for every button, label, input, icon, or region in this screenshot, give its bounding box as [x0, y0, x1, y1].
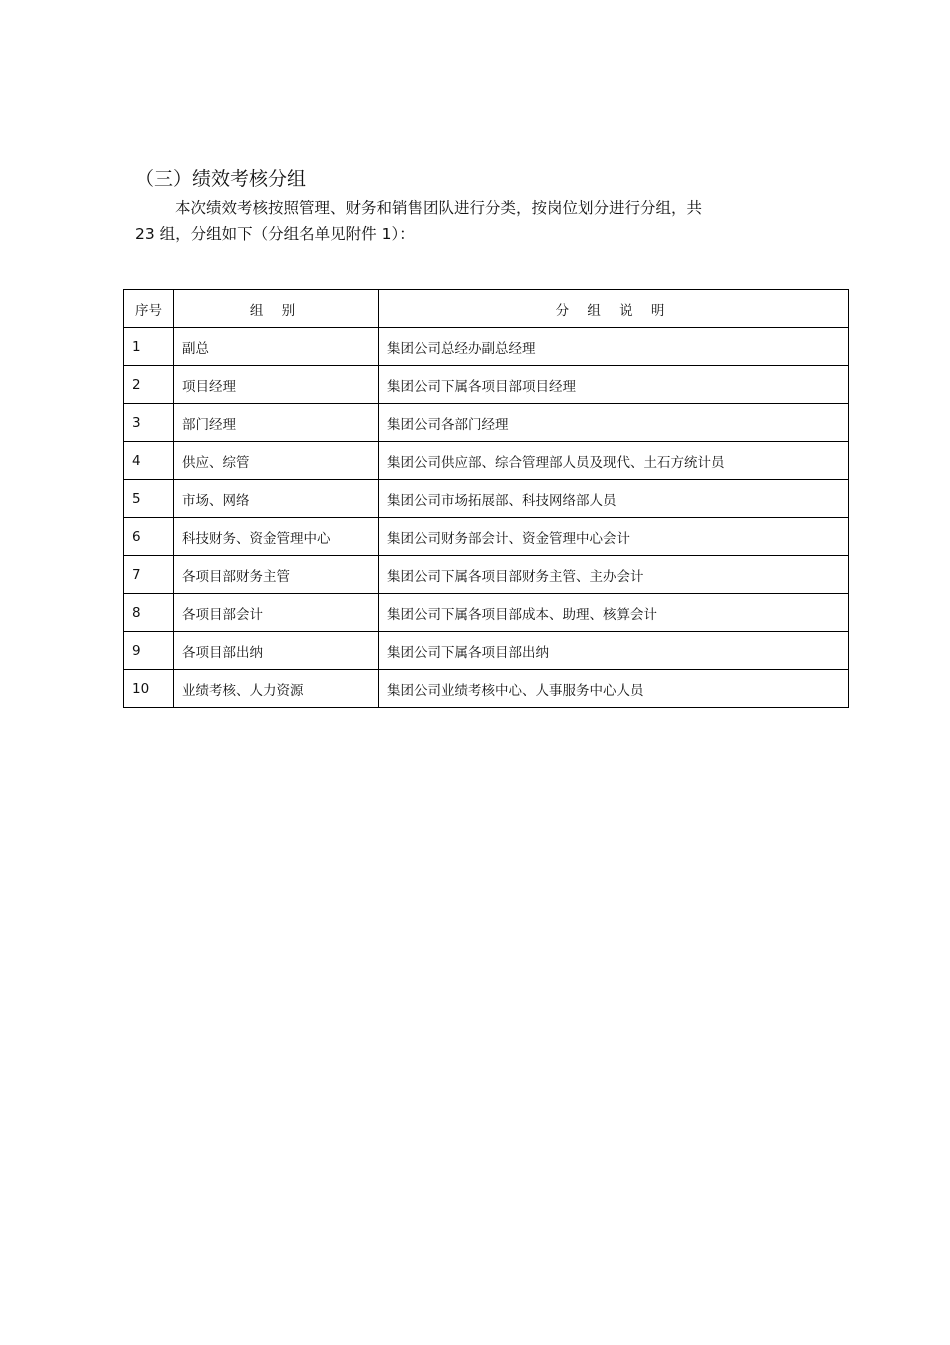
table-row: [124, 556, 849, 594]
table-row: [124, 404, 849, 442]
row-group: 各项目部出纳: [174, 632, 379, 670]
row-group: 副总: [174, 328, 379, 366]
table-row: [124, 632, 849, 670]
group-table: [123, 289, 849, 708]
row-group: 各项目部会计: [174, 594, 379, 632]
row-description: 集团公司下属各项目部出纳: [379, 632, 849, 670]
intro-line-1: 本次绩效考核按照管理、财务和销售团队进行分类，按岗位划分进行分组，共: [175, 199, 703, 217]
intro-paragraph: [135, 195, 825, 247]
row-number: 10: [124, 670, 174, 708]
row-description: 集团公司市场拓展部、科技网络部人员: [379, 480, 849, 518]
header-number: 序号: [124, 290, 174, 328]
table-row: [124, 328, 849, 366]
header-group: 组 别: [174, 290, 379, 328]
section-heading: （三）绩效考核分组: [135, 168, 307, 190]
row-description: 集团公司财务部会计、资金管理中心会计: [379, 518, 849, 556]
row-number: 7: [124, 556, 174, 594]
table-row: [124, 518, 849, 556]
row-description: 集团公司各部门经理: [379, 404, 849, 442]
table-row: [124, 480, 849, 518]
header-description: 分 组 说 明: [379, 290, 849, 328]
row-number: 3: [124, 404, 174, 442]
row-description: 集团公司下属各项目部项目经理: [379, 366, 849, 404]
table-row: [124, 670, 849, 708]
row-number: 4: [124, 442, 174, 480]
row-description: 集团公司下属各项目部财务主管、主办会计: [379, 556, 849, 594]
row-number: 8: [124, 594, 174, 632]
row-number: 2: [124, 366, 174, 404]
row-number: 5: [124, 480, 174, 518]
row-description: 集团公司总经办副总经理: [379, 328, 849, 366]
row-group: 部门经理: [174, 404, 379, 442]
intro-line-2: 23 组，分组如下（分组名单见附件 1）：: [135, 225, 415, 243]
table-row: [124, 442, 849, 480]
row-group: 各项目部财务主管: [174, 556, 379, 594]
table-row: [124, 366, 849, 404]
row-group: 项目经理: [174, 366, 379, 404]
row-group: 业绩考核、人力资源: [174, 670, 379, 708]
row-number: 9: [124, 632, 174, 670]
row-group: 科技财务、资金管理中心: [174, 518, 379, 556]
row-description: 集团公司下属各项目部成本、助理、核算会计: [379, 594, 849, 632]
row-group: 市场、网络: [174, 480, 379, 518]
row-description: 集团公司业绩考核中心、人事服务中心人员: [379, 670, 849, 708]
table-row: [124, 594, 849, 632]
row-description: 集团公司供应部、综合管理部人员及现代、土石方统计员: [379, 442, 849, 480]
row-group: 供应、综管: [174, 442, 379, 480]
row-number: 6: [124, 518, 174, 556]
table-header-row: [124, 290, 849, 328]
row-number: 1: [124, 328, 174, 366]
